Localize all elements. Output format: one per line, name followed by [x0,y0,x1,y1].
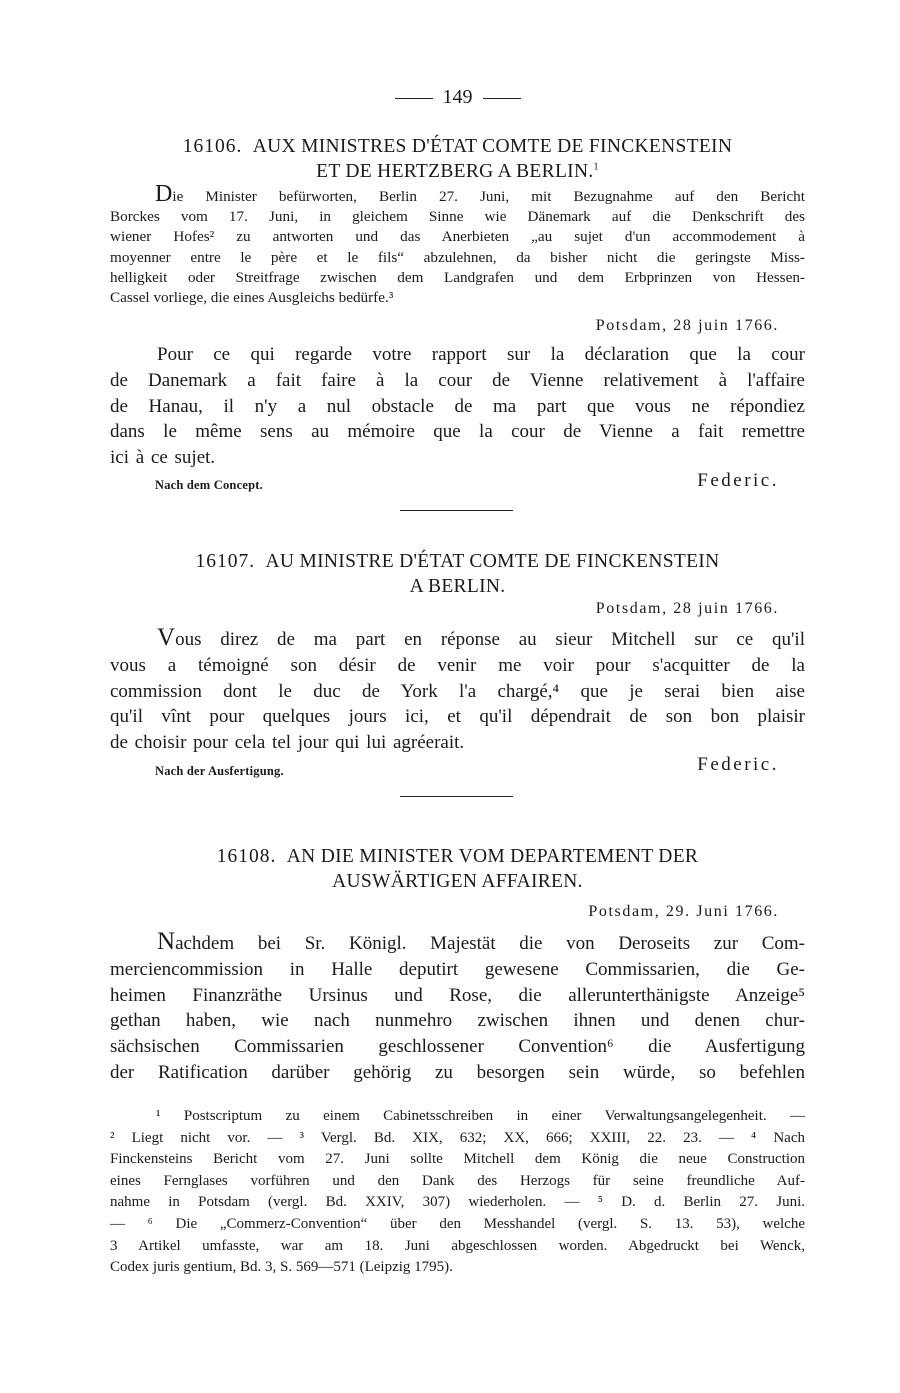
signature: Federic. [697,470,779,491]
summary-line [110,181,805,207]
body-line: heimen Finanzräthe Ursinus und Rose, die allerunterthänigste Anzeige⁵ [110,984,805,1006]
summary-line: helligkeit oder Streitfrage zwischen dem Landgrafen und dem Erbprinzen von Hessen- [110,268,805,286]
body-line: merciencommission in Halle deputirt gewesene Commissarien, die Ge- [110,958,805,980]
letter-body-16106 [110,342,805,471]
title-line: AUSWÄRTIGEN AFFAIREN. [332,871,583,892]
title-line: ET DE HERTZBERG A BERLIN. [316,161,594,182]
body-line: ici à ce sujet. [110,447,216,469]
body-line: qu'il vînt pour quelques jours ici, et qu'il dépendrait de son bon plaisir [110,706,805,728]
letter-title-16106-line2 [110,161,805,183]
footnote-line: Codex juris gentium, Bd. 3, S. 569—571 (Leipzig 1795). [110,1259,453,1276]
dateline: Potsdam, 28 juin 1766. [595,600,779,617]
initial-letter: V [157,624,176,651]
body-line: dans le même sens au mémoire que la cour de Vienne a fait remettre [110,421,805,443]
dateline: Potsdam, 28 juin 1766. [595,317,779,334]
section-divider [400,510,513,511]
footnote-line: nahme in Potsdam (vergl. Bd. XXIV, 307) wiederholen. — ⁵ D. d. Berlin 27. Juni. [110,1194,805,1211]
footnote-ref: 1 [593,161,599,173]
body-line: de Hanau, il n'y a nul obstacle de ma part que vous ne répondiez [110,395,805,417]
dash-right [483,98,521,99]
dash-left [395,98,433,99]
summary-line: moyenner entre le père et le fils“ abzulehnen, da bisher nicht die geringste Miss- [110,248,805,266]
letter-body-16107 [110,625,805,756]
footnote-line: — ⁶ Die „Commerz-Convention“ über den Messhandel (vergl. S. 13. 53), welche [110,1215,805,1232]
title-line: AN DIE MINISTER VOM DEPARTEMENT DER [286,846,699,867]
letter-title-16107 [110,551,805,573]
source-note: Nach der Ausfertigung. [155,764,284,778]
body-line [110,625,805,653]
summary-line: Cassel vorliege, die eines Ausgleichs bedürfe.³ [110,289,394,307]
summary-16106 [110,181,805,308]
body-line: vous a témoigné son désir de venir me voir pour s'acquitter de la [110,654,805,676]
footnote-line: ² Liegt nicht vor. — ³ Vergl. Bd. XIX, 632; XX, 666; XXIII, 22. 23. — ⁴ Nach [110,1129,805,1146]
letter-number: 16107. [195,551,256,572]
body-line: sächsischen Commissarien geschlossener Convention⁶ die Ausfertigung [110,1036,805,1058]
dateline: Potsdam, 29. Juni 1766. [588,903,779,920]
initial-letter: N [157,928,176,955]
source-note: Nach dem Concept. [155,478,263,492]
body-line: Pour ce qui regarde votre rapport sur la déclaration que la cour [157,344,805,365]
page-number-text: 149 [442,86,473,108]
letter-title-16106 [110,136,805,158]
page-number [110,86,805,109]
footnote-line: Finckensteins Bericht vom 27. Juni sollte Mitchell dem König die neue Construction [110,1151,805,1168]
body-line: commission dont le duc de York l'a chargé,⁴ que je serai bien aise [110,680,805,702]
summary-line: wiener Hofes² zu antworten und das Anerbieten „au sujet d'un accommodement à [110,228,805,246]
summary-line: Borckes vom 17. Juni, in gleichem Sinne wie Dänemark auf die Denkschrift des [110,208,805,226]
body-line [110,929,805,957]
letter-body-16108 [110,929,805,1086]
summary-text: ie Minister befürworten, Berlin 27. Juni, mit Bezugnahme auf den Bericht [172,188,805,205]
letter-number: 16108. [216,846,277,867]
initial-letter: D [155,181,173,207]
body-line: gethan haben, wie nach nunmehro zwischen ihnen und denen chur- [110,1010,805,1032]
footnote-line: ¹ Postscriptum zu einem Cabinetsschreiben in einer Verwaltungsangelegenheit. — [156,1108,805,1124]
body-line: de Danemark a fait faire à la cour de Vienne relativement à l'affaire [110,369,805,391]
title-line: A BERLIN. [409,576,506,597]
section-divider [400,796,513,797]
body-text: ous direz de ma part en réponse au sieur Mitchell sur ce qu'il [175,629,805,650]
footnote-line: 3 Artikel umfasste, war am 18. Juni abgeschlossen worden. Abgedruckt bei Wenck, [110,1237,805,1254]
body-text: achdem bei Sr. Königl. Majestät die von Deroseits zur Com- [175,933,805,954]
footnote-line: eines Fernglases vorführen und den Dank des Herzogs für seine freundliche Auf- [110,1172,805,1189]
footnotes [110,1106,805,1279]
letter-title-16108 [110,846,805,868]
letter-title-16107-line2 [110,576,805,598]
body-line: de choisir pour cela tel jour qui lui agréerait. [110,732,465,754]
body-line: der Ratification darüber gehörig zu besorgen sein würde, so befehlen [110,1061,805,1083]
letter-title-16108-line2 [110,871,805,893]
letter-number: 16106. [182,136,243,157]
title-line: AUX MINISTRES D'ÉTAT COMTE DE FINCKENSTEIN [252,136,733,157]
signature: Federic. [697,754,779,775]
title-line: AU MINISTRE D'ÉTAT COMTE DE FINCKENSTEIN [265,551,720,572]
